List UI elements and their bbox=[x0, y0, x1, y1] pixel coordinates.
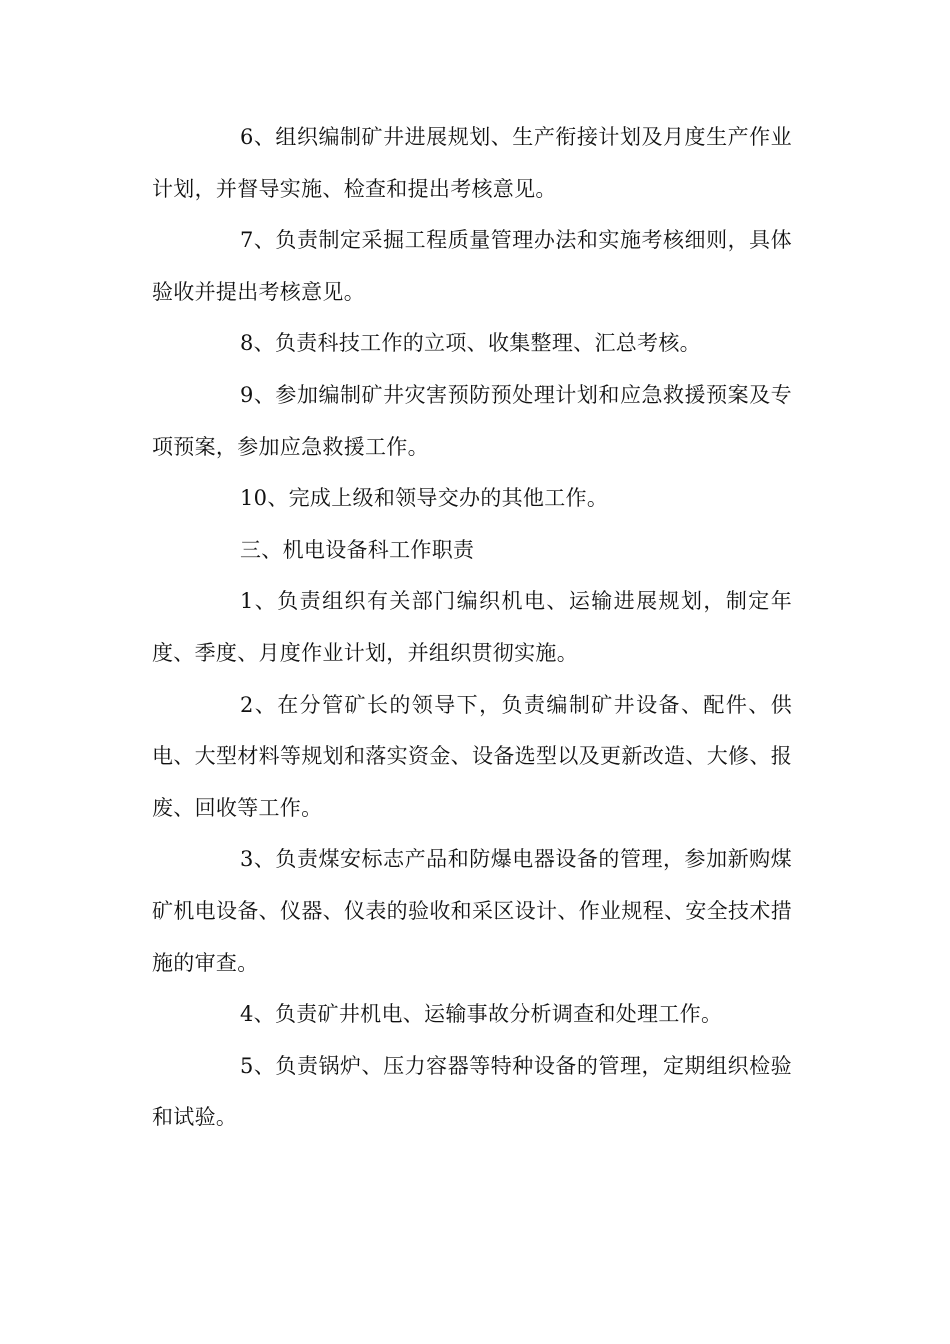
paragraph-item-1: 1、负责组织有关部门编织机电、运输进展规划，制定年度、季度、月度作业计划，并组织贯彻实施。 bbox=[152, 589, 792, 665]
paragraph-item-7: 7、负责制定采掘工程质量管理办法和实施考核细则，具体验收并提出考核意见。 bbox=[152, 228, 792, 304]
paragraph-item-2: 2、在分管矿长的领导下，负责编制矿井设备、配件、供电、大型材料等规划和落实资金、设备选型以及更新改造、大修、报废、回收等工作。 bbox=[152, 692, 792, 820]
document-body bbox=[152, 112, 792, 1144]
paragraph-item-8: 8、负责科技工作的立项、收集整理、汇总考核。 bbox=[240, 331, 701, 356]
paragraph-item-4: 4、负责矿井机电、运输事故分析调查和处理工作。 bbox=[240, 1002, 723, 1027]
paragraph-item-10: 10、完成上级和领导交办的其他工作。 bbox=[240, 486, 609, 511]
paragraph-item-5: 5、负责锅炉、压力容器等特种设备的管理，定期组织检验和试验。 bbox=[152, 1053, 792, 1130]
paragraph-item-6: 6、组织编制矿井进展规划、生产衔接计划及月度生产作业计划，并督导实施、检查和提出考核意见。 bbox=[152, 125, 792, 201]
paragraph-item-3: 3、负责煤安标志产品和防爆电器设备的管理，参加新购煤矿机电设备、仪器、仪表的验收和采区设计、作业规程、安全技术措施的审查。 bbox=[152, 847, 792, 975]
paragraph-item-9: 9、参加编制矿井灾害预防预处理计划和应急救援预案及专项预案，参加应急救援工作。 bbox=[152, 382, 792, 459]
section-heading: 三、机电设备科工作职责 bbox=[240, 537, 475, 562]
